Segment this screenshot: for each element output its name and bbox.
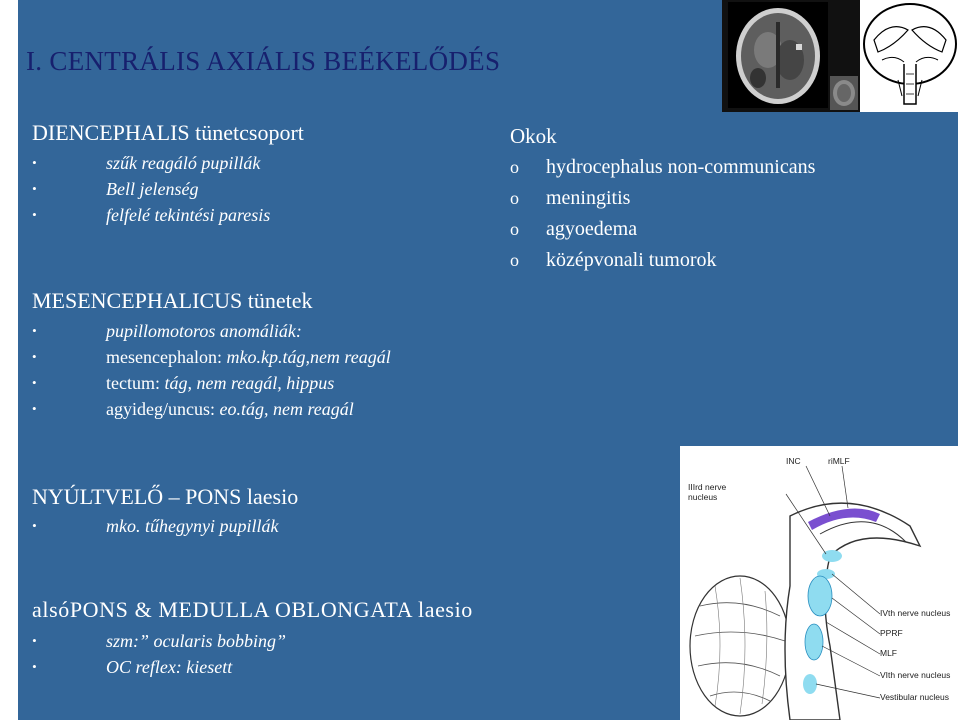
pprf-label: PPRF <box>880 628 903 638</box>
list-item: • mko. tűhegynyi pupillák <box>32 513 278 539</box>
list-item: • szűk reagáló pupillák <box>32 150 270 176</box>
brainstem-diagram <box>680 446 960 720</box>
mlf-label: MLF <box>880 648 897 658</box>
bullet-icon: o <box>510 157 519 177</box>
list-item: • felfelé tekintési paresis <box>32 202 270 228</box>
rimlf-label: riMLF <box>828 456 850 466</box>
list-item: • pupillomotoros anomáliák: <box>32 318 391 344</box>
ct-scan-image <box>728 2 828 108</box>
bullet-icon: • <box>32 633 37 648</box>
list-item: • Bell jelenség <box>32 176 270 202</box>
ct-photo-thumbnail <box>830 76 858 110</box>
diencephalis-list <box>32 150 270 228</box>
ct-images <box>722 0 960 112</box>
brain-herniation-drawing <box>860 0 960 112</box>
bullet-icon: • <box>32 659 37 674</box>
alsopons-heading: alsóPONS & MEDULLA OBLONGATA laesio <box>32 597 473 622</box>
list-item: • agyideg/uncus: eo.tág, nem reagál <box>32 396 391 422</box>
okok-list <box>510 152 815 276</box>
bullet-icon: • <box>32 181 37 196</box>
vestibular-label: Vestibular nucleus <box>880 692 949 702</box>
bullet-icon: • <box>32 375 37 390</box>
bullet-icon: • <box>32 401 37 416</box>
sixth-nerve-highlight <box>805 624 823 660</box>
bullet-icon: o <box>510 188 519 208</box>
slide-title: I. CENTRÁLIS AXIÁLIS BEÉKELŐDÉS <box>26 46 501 76</box>
nyultvelo-list <box>32 513 278 539</box>
list-item: • tectum: tág, nem reagál, hippus <box>32 370 391 396</box>
bullet-icon: • <box>32 349 37 364</box>
alsopons-list <box>32 628 286 680</box>
bullet-icon: • <box>32 207 37 222</box>
list-item: • mesencephalon: mko.kp.tág,nem reagál <box>32 344 391 370</box>
fourth-nerve-label: IVth nerve nucleus <box>880 608 951 618</box>
third-nerve-highlight <box>822 550 842 562</box>
okok-heading: Okok <box>510 124 557 148</box>
bullet-icon: o <box>510 250 519 270</box>
bullet-icon: • <box>32 518 37 533</box>
diencephalis-heading: DIENCEPHALIS tünetcsoport <box>32 120 304 145</box>
list-item: o középvonali tumorok <box>510 245 815 276</box>
mesencephalicus-heading: MESENCEPHALICUS tünetek <box>32 288 313 313</box>
vestibular-highlight <box>803 674 817 694</box>
inc-label: INC <box>786 456 801 466</box>
sixth-nerve-label: VIth nerve nucleus <box>880 670 951 680</box>
mesencephalicus-list <box>32 318 391 422</box>
bullet-icon: • <box>32 155 37 170</box>
bullet-icon: • <box>32 323 37 338</box>
list-item: • szm:” ocularis bobbing” <box>32 628 286 654</box>
pprf-highlight <box>808 576 832 616</box>
list-item: o agyoedema <box>510 214 815 245</box>
list-item: o hydrocephalus non-communicans <box>510 152 815 183</box>
bullet-icon: o <box>510 219 519 239</box>
third-nerve-label: IIIrd nerve nucleus <box>688 482 727 502</box>
list-item: • OC reflex: kiesett <box>32 654 286 680</box>
nyultvelo-heading: NYÚLTVELŐ – PONS laesio <box>32 484 299 509</box>
list-item: o meningitis <box>510 183 815 214</box>
